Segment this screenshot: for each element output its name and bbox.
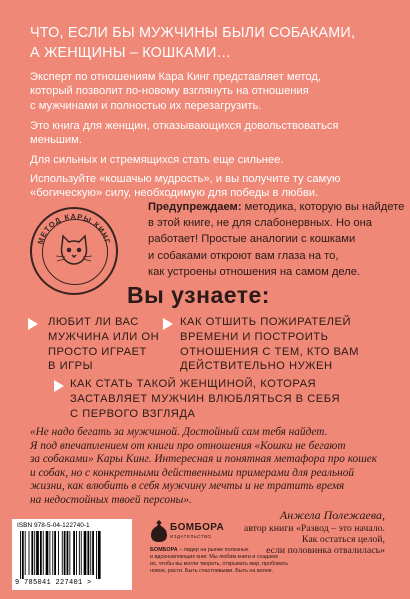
- intro-line: «богическую» силу, необходимую для победы в любви.: [30, 187, 319, 200]
- quote-line: за собаками» Кары Кинг. Интересная и понятная метафора про кошек: [30, 453, 378, 466]
- warning-line: и собаками откроют вам глаза на то,: [148, 249, 339, 262]
- desc-line: и вдохновляющих книг. Мы любим книги и создаем: [150, 554, 278, 560]
- intro-paragraph-3: Для сильных и стремящихся стать еще сильнее.: [30, 154, 284, 166]
- barcode-box: [12, 519, 132, 590]
- source-line: автор книги «Развод – это начало.: [243, 523, 385, 534]
- bullet-line: С ПЕРВОГО ВЗГЛЯДА: [70, 407, 196, 420]
- bullet-arrow-icon: [54, 380, 64, 392]
- desc-line: их, чтобы вы могли творить, открывать мир, пробовать: [150, 561, 289, 567]
- seal-graphic: [32, 209, 116, 293]
- warning-line: работает! Простые аналогии с кошками: [148, 233, 356, 246]
- bullet-line: ЗАСТАВЛЯЕТ МУЖЧИН ВЛЮБЛЯТЬСЯ В СЕБЯ: [70, 392, 341, 405]
- intro-line: Используйте «кошачью мудрость», и вы получите ту самую: [30, 173, 341, 185]
- intro-paragraph-4: [30, 172, 400, 201]
- publisher-name: БОМБОРА: [170, 522, 225, 533]
- barcode-icon: [20, 531, 124, 579]
- headline-line-1: ЧТО, ЕСЛИ БЫ МУЖЧИНЫ БЫЛИ СОБАКАМИ,: [30, 25, 356, 41]
- quote-line: жизни, как влюбить в себя мужчину мечты и не тратить время: [30, 480, 345, 493]
- bullet-3: [70, 377, 340, 421]
- bullet-line: ВРЕМЕНИ И ПОСТРОИТЬ: [180, 330, 329, 343]
- publisher-description: [150, 547, 330, 575]
- intro-line: Это книга для женщин, отказывающихся довольствоваться: [30, 120, 339, 132]
- warning-line: методика, которую вы найдете: [241, 201, 405, 213]
- quote-line: Я под впечатлением от книги про отношения «Кошки не бегают: [30, 439, 346, 452]
- isbn-text: ISBN 978-5-04-122740-1: [17, 522, 90, 529]
- bullet-2: [180, 315, 359, 374]
- desc-line: – лидер на рынке полезных: [177, 547, 249, 553]
- bombora-logo-icon: [150, 519, 168, 543]
- publisher-sub: ИЗДАТЕЛЬСТВО: [170, 534, 212, 539]
- warning-block: [148, 199, 408, 280]
- bullet-1: [48, 315, 159, 374]
- seal-text: МЕТОД КАРЫ КИНГ: [35, 211, 113, 246]
- quote-line: на недостойных твоей персоны».: [30, 493, 192, 506]
- bullet-line: ПРОСТО ИГРАЕТ: [48, 345, 147, 358]
- quote-author: Анжела Полежаева,: [279, 508, 385, 522]
- bullet-line: КАК ОТШИТЬ ПОЖИРАТЕЛЕЙ: [180, 316, 352, 328]
- bullet-line: МУЖЧИНА ИЛИ ОН: [48, 330, 160, 343]
- bullet-arrow-icon: [28, 318, 38, 330]
- bullet-line: ДЕЙСТВИТЕЛЬНО НУЖЕН: [180, 360, 333, 373]
- warning-line: в этой книге, не для слабонервных. Но она: [148, 217, 373, 230]
- intro-line: Эксперт по отношениям Кара Кинг представляет метод,: [30, 71, 322, 83]
- bullet-line: В ИГРЫ: [48, 360, 94, 373]
- source-line: если половинка отвалилась»: [266, 545, 385, 557]
- intro-paragraph-1: [30, 70, 400, 113]
- headline-line-2: А ЖЕНЩИНЫ – КОШКАМИ…: [30, 44, 232, 61]
- warning-label: Предупреждаем:: [148, 201, 242, 213]
- intro-line: который позволит по-новому взглянуть на отношения: [30, 85, 309, 98]
- barcode-number: 9 785041 227401 >: [15, 579, 92, 587]
- bullet-line: КАК СТАТЬ ТАКОЙ ЖЕНЩИНОЙ, КОТОРАЯ: [70, 378, 317, 390]
- bullet-line: ОТНОШЕНИЯ С ТЕМ, КТО ВАМ: [180, 345, 359, 358]
- intro-line: с мужчинами и полностью их перезагрузить.: [30, 99, 262, 112]
- desc-line: новое, расти. Быть счастливыми. Быть на волне.: [150, 568, 274, 574]
- bullet-arrow-icon: [163, 318, 173, 330]
- quote-line: и собак, но с конкретными действенными примерами для реальной: [30, 466, 355, 479]
- intro-paragraph-2: [30, 119, 400, 148]
- publisher-desc-name: БОМБОРА: [150, 547, 178, 553]
- review-quote: [30, 426, 400, 508]
- source-line: Как остаться целой,: [301, 534, 385, 546]
- intro-line: меньшим.: [30, 134, 82, 147]
- quote-line: «Не надо бегать за мужчиной. Достойный сам тебя найдет.: [30, 426, 328, 438]
- headline: [30, 24, 355, 63]
- bullet-line: ЛЮБИТ ЛИ ВАС: [48, 316, 139, 328]
- warning-line: как устроены отношения на самом деле.: [148, 265, 361, 278]
- cat-icon: [56, 236, 92, 264]
- learn-header: Вы узнаете:: [127, 282, 270, 308]
- method-seal: [30, 207, 118, 295]
